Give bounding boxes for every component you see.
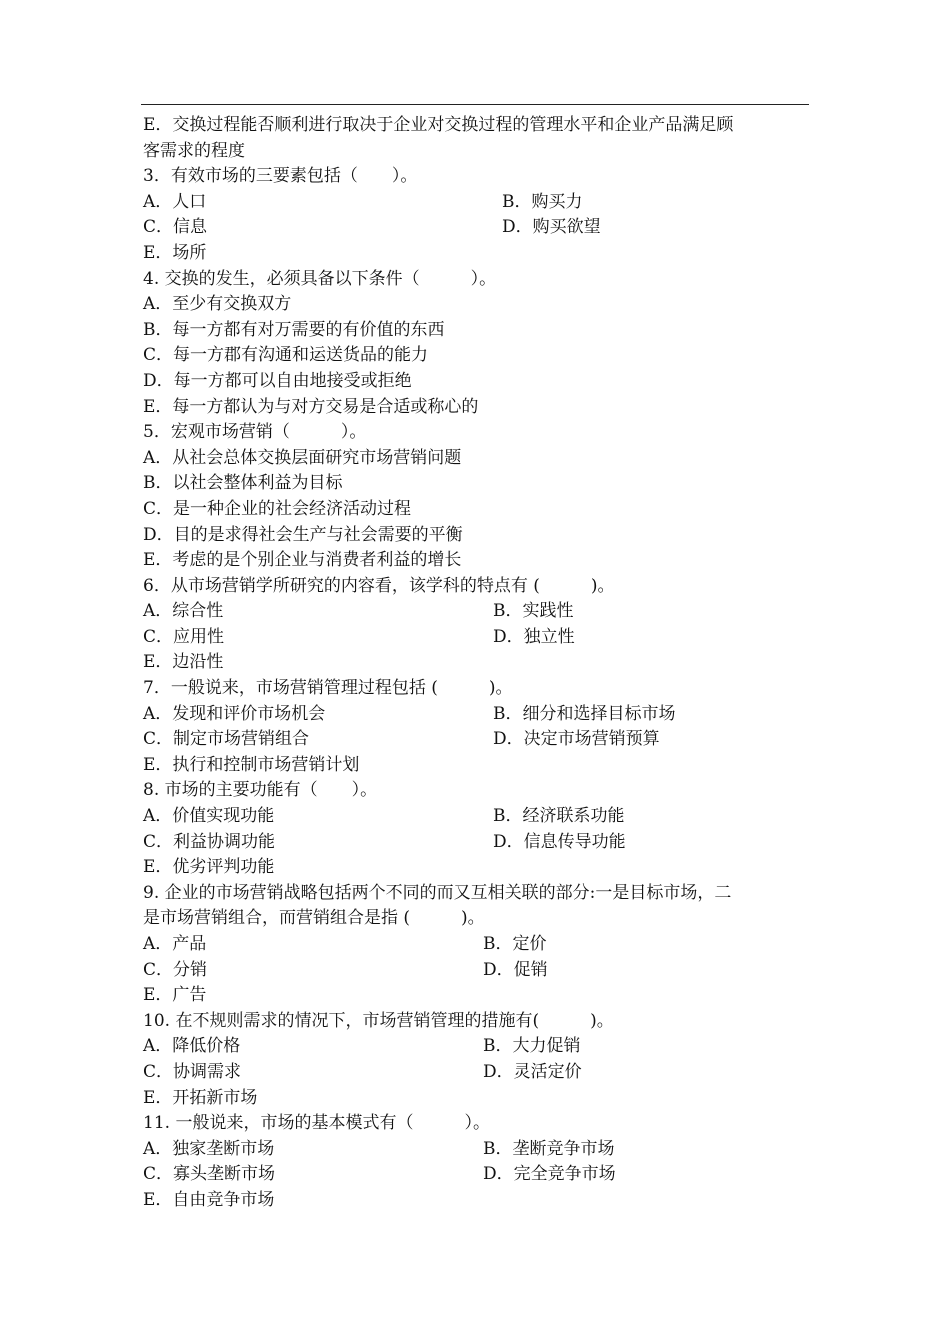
option-text: A．降低价格: [143, 1036, 241, 1057]
option-row: [143, 318, 811, 344]
option-row: [143, 727, 811, 753]
option-row: [143, 702, 811, 728]
option-text: B．实践性: [493, 601, 574, 622]
option-row: [143, 343, 811, 369]
option-row: [143, 446, 811, 472]
intro-line: E．交换过程能否顺利进行取决于企业对交换过程的管理水平和企业产品满足顾: [143, 115, 734, 135]
option-row: [143, 497, 811, 523]
question-stem: 8. 市场的主要功能有（ ）。: [143, 780, 378, 801]
option-text: A．产品: [143, 934, 207, 954]
option-text: D．灵活定价: [483, 1061, 582, 1082]
question-list: [143, 113, 811, 1214]
option-text: E．优劣评判功能: [143, 857, 275, 878]
option-text: C．分销: [143, 959, 208, 980]
question-stem: 10. 在不规则需求的情况下，市场营销管理的措施有( )。: [143, 1010, 614, 1031]
option-row: [143, 650, 811, 676]
question-stem: 9. 企业的市场营销战略包括两个不同的而又互相关联的部分:一是目标市场，二: [143, 882, 732, 903]
option-text: C．寡头垄断市场: [143, 1164, 276, 1185]
option-text: E．自由竞争市场: [143, 1189, 275, 1210]
option-text: A．价值实现功能: [143, 806, 275, 827]
option-text: A．从社会总体交换层面研究市场营销问题: [143, 447, 462, 468]
option-row: [143, 395, 811, 421]
option-text: E．每一方都认为与对方交易是合适或称心的: [143, 396, 479, 417]
option-text: E．开拓新市场: [143, 1087, 258, 1108]
option-text: C．信息: [143, 217, 208, 238]
option-row: [143, 625, 811, 651]
option-text: A．至少有交换双方: [143, 294, 292, 315]
option-text: E．考虑的是个别企业与消费者利益的增长: [143, 550, 462, 571]
question-stem: 是市场营销组合，而营销组合是指 ( )。: [143, 908, 485, 929]
option-row: [143, 983, 811, 1009]
option-text: B．以社会整体利益为目标: [143, 473, 343, 494]
option-row: [143, 804, 811, 830]
option-text: D．完全竞争市场: [483, 1164, 616, 1185]
option-row: [143, 1162, 811, 1188]
option-row: [143, 1137, 811, 1163]
option-text: D．促销: [483, 959, 548, 980]
option-row: [143, 932, 811, 958]
option-text: E．执行和控制市场营销计划: [143, 754, 360, 775]
question-stem: 4. 交换的发生，必须具备以下条件（ ）。: [143, 268, 497, 289]
option-text: C．协调需求: [143, 1061, 242, 1082]
option-text: B．垄断竞争市场: [483, 1138, 615, 1159]
option-row: [143, 1034, 811, 1060]
option-text: B．大力促销: [483, 1036, 581, 1057]
option-row: [143, 1188, 811, 1214]
option-row: [143, 190, 811, 216]
option-text: A．发现和评价市场机会: [143, 703, 326, 724]
option-row: [143, 830, 811, 856]
intro-line: 客需求的程度: [143, 140, 245, 161]
option-text: D．独立性: [493, 626, 575, 647]
header-rule: [141, 104, 809, 105]
option-row: [143, 369, 811, 395]
question-stem: 11. 一般说来，市场的基本模式有（ ）。: [143, 1113, 490, 1134]
option-text: C．制定市场营销组合: [143, 729, 310, 750]
option-text: B．每一方都有对万需要的有价值的东西: [143, 319, 445, 340]
option-row: [143, 471, 811, 497]
option-row: [143, 855, 811, 881]
option-row: [143, 548, 811, 574]
option-text: E．边沿性: [143, 652, 224, 673]
option-row: [143, 1086, 811, 1112]
option-text: A．综合性: [143, 601, 224, 622]
option-text: D．决定市场营销预算: [493, 729, 660, 750]
option-row: [143, 599, 811, 625]
option-text: C．应用性: [143, 626, 225, 647]
option-text: D．目的是求得社会生产与社会需要的平衡: [143, 524, 463, 545]
option-text: E．场所: [143, 242, 207, 263]
question-stem: 7．一般说来，市场营销管理过程包括 ( )。: [143, 678, 513, 699]
option-row: [143, 958, 811, 984]
option-row: [143, 215, 811, 241]
option-row: [143, 292, 811, 318]
option-text: B．定价: [483, 934, 547, 954]
option-text: A．独家垄断市场: [143, 1138, 275, 1159]
option-row: [143, 523, 811, 549]
option-row: [143, 1060, 811, 1086]
option-text: A．人口: [143, 191, 207, 212]
question-stem: 6．从市场营销学所研究的内容看，该学科的特点有 ( )。: [143, 575, 615, 596]
option-text: D．信息传导功能: [493, 831, 626, 852]
option-text: B．细分和选择目标市场: [493, 703, 676, 724]
option-text: C．每一方郡有沟通和运送货品的能力: [143, 345, 429, 366]
option-row: [143, 241, 811, 267]
option-text: C．利益协调功能: [143, 831, 276, 852]
option-text: D．购买欲望: [502, 217, 601, 238]
option-text: B．购买力: [502, 191, 583, 212]
option-text: E．广告: [143, 985, 207, 1006]
question-stem: 5．宏观市场营销（ ）。: [143, 422, 367, 443]
question-stem: 3．有效市场的三要素包括（ ）。: [143, 166, 418, 187]
option-text: D．每一方都可以自由地接受或拒绝: [143, 370, 412, 391]
option-row: [143, 753, 811, 779]
option-text: B．经济联系功能: [493, 806, 625, 827]
option-text: C．是一种企业的社会经济活动过程: [143, 498, 412, 519]
